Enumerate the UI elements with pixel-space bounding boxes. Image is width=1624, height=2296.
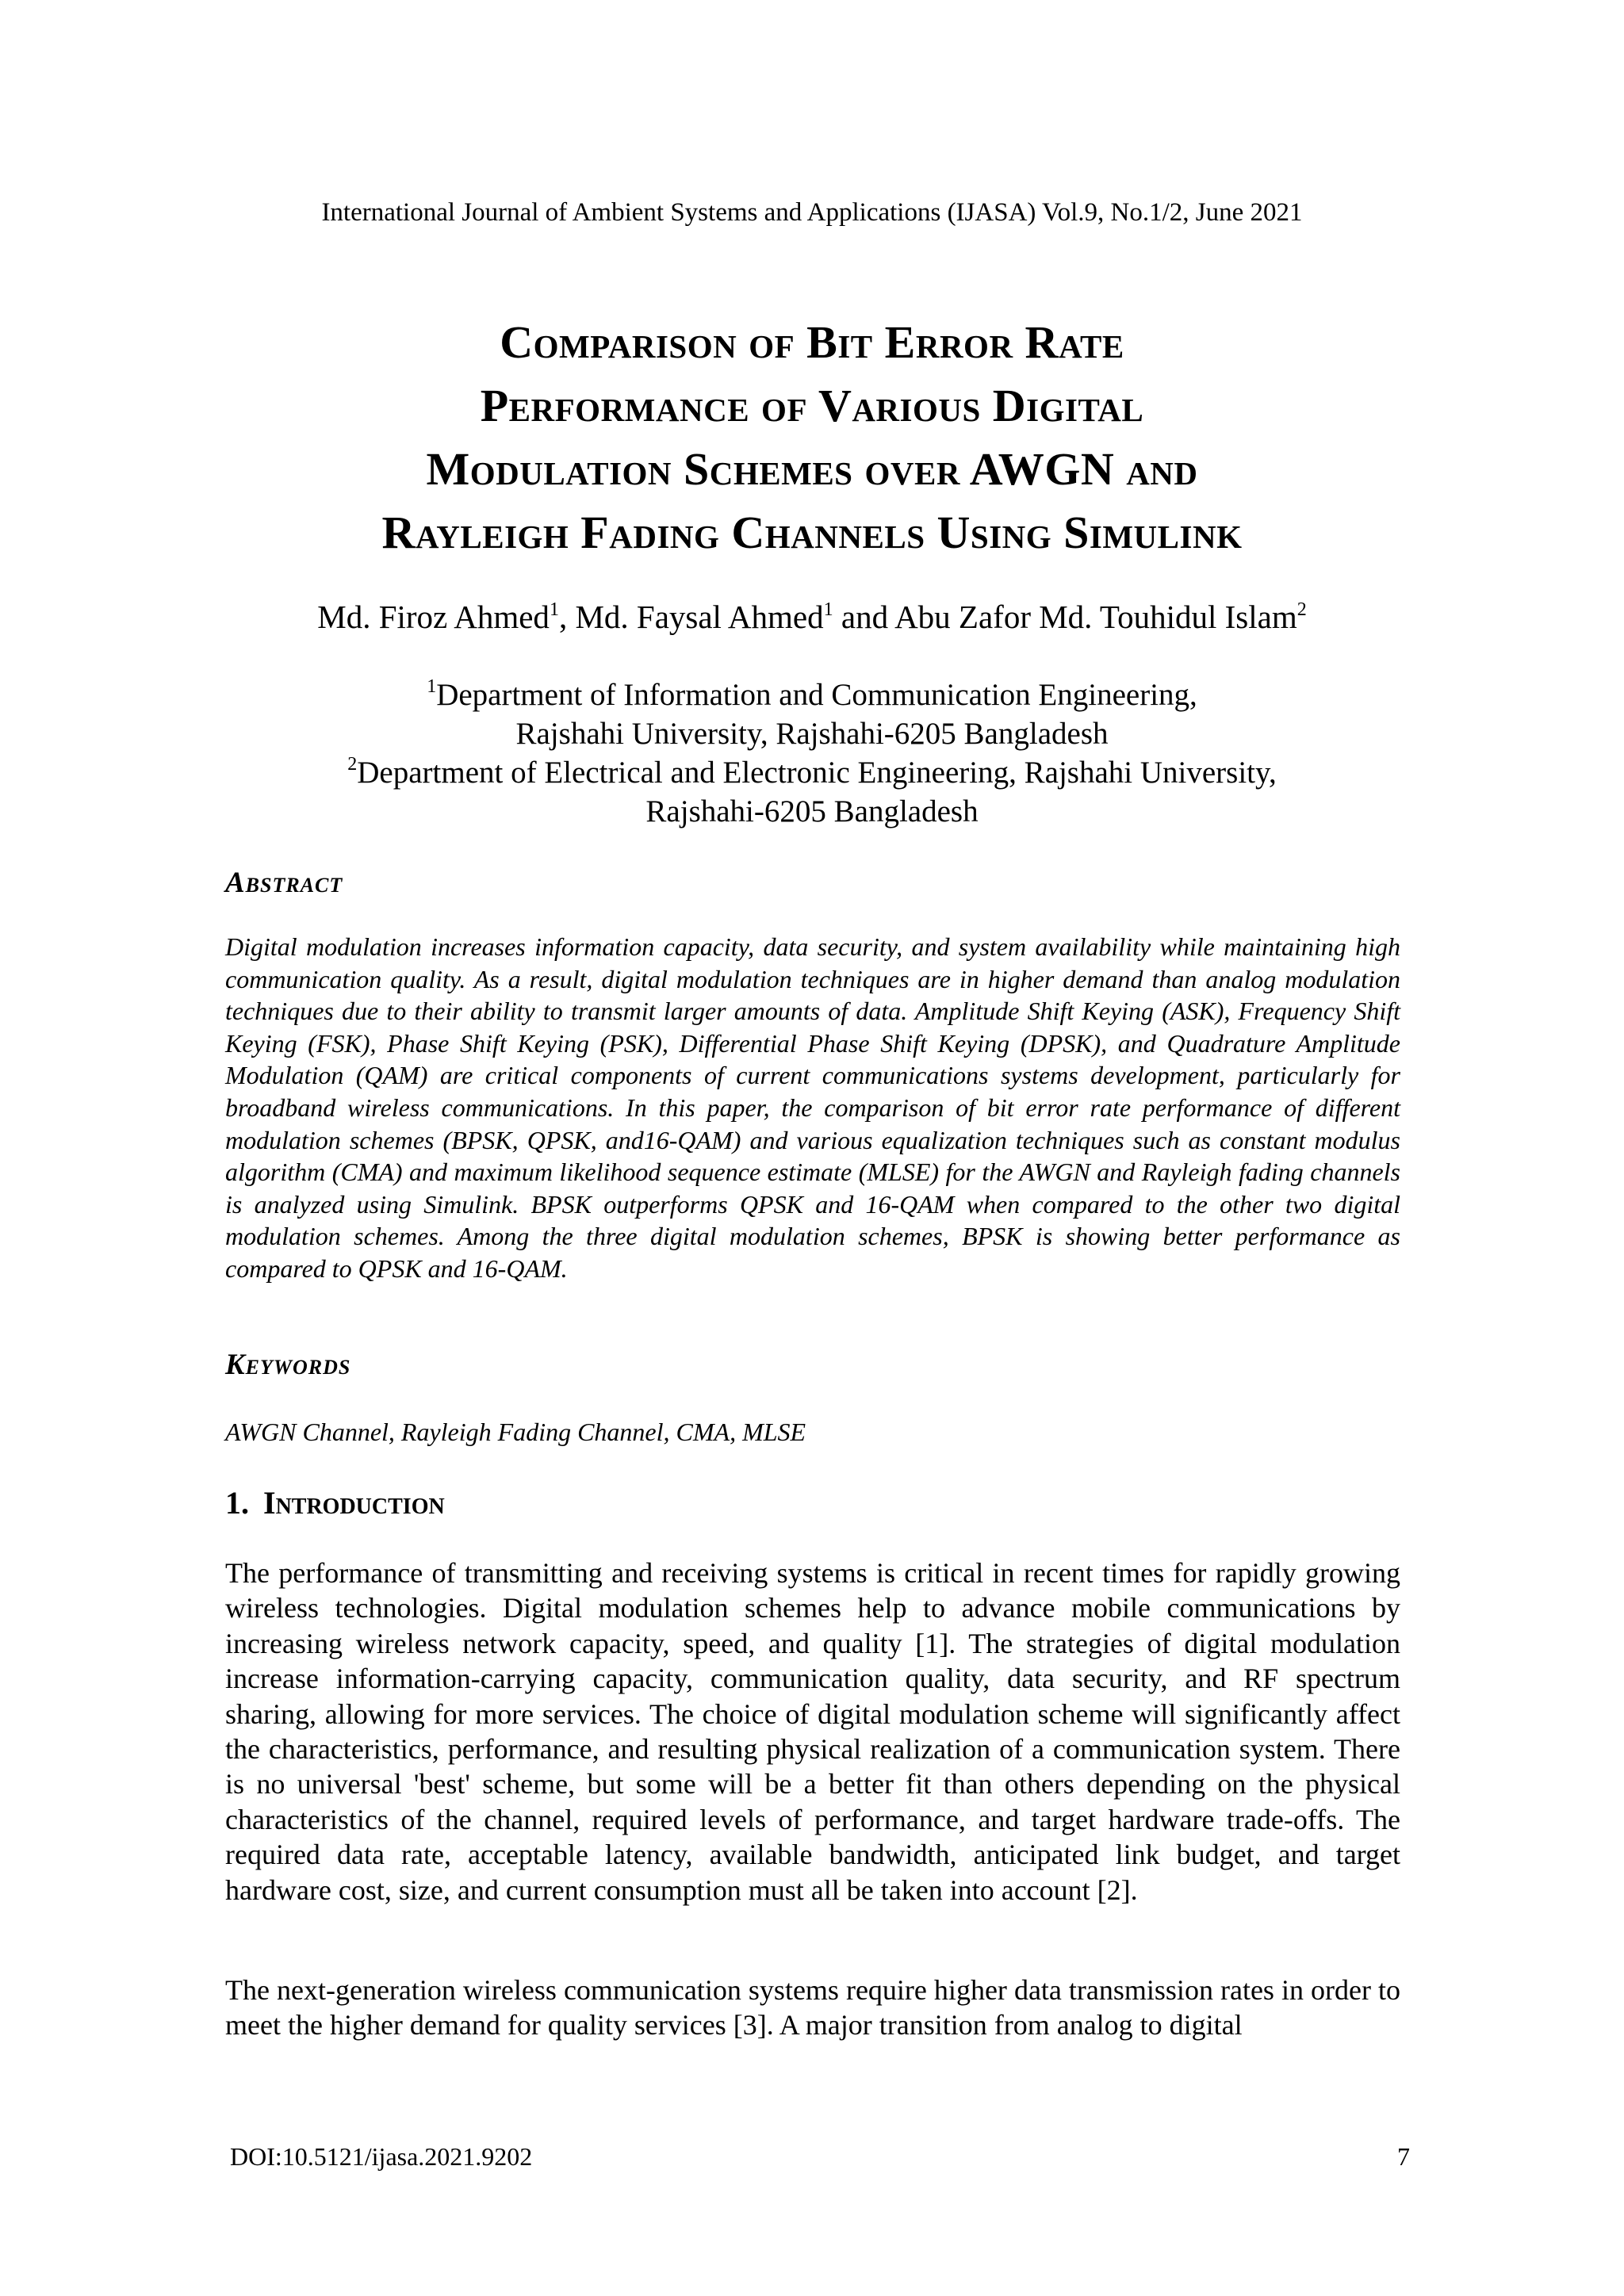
author-1-affil-mark: 1: [549, 599, 559, 620]
abstract-text: Digital modulation increases information capacity, data security, and system availability while maintaining high communication quality. As a result, digital modulation techniques are in higher demand than analog modulation techniques due to their ability to transmit larger amounts of data. Amplitude Shift Keying (ASK), Frequency Shift Keying (FSK), Phase Shift Keying (PSK), Differential Phase Shift Keying (DPSK), and Quadrature Amplitude Modulation (QAM) are critical components of current communications systems development, particularly for broadband wireless communications. In this paper, the comparison of bit error rate performance of different modulation schemes (BPSK, QPSK, and16-QAM) and various equalization techniques such as constant modulus algorithm (CMA) and maximum likelihood sequence estimate (MLSE) for the AWGN and Rayleigh fading channels is analyzed using Simulink. BPSK outperforms QPSK and 16-QAM when compared to the other two digital modulation schemes. Among the three digital modulation schemes, BPSK is showing better performance as compared to QPSK and 16-QAM.: [225, 932, 1400, 1283]
author-3-affil-mark: 2: [1297, 599, 1307, 620]
author-1-name: Md. Firoz Ahmed: [317, 599, 550, 635]
affiliation-1-mark: 1: [427, 676, 437, 697]
author-3-name: Abu Zafor Md. Touhidul Islam: [894, 599, 1297, 635]
paper-title: [159, 311, 1465, 564]
introduction-heading: [225, 1484, 445, 1521]
title-line-3: Modulation Schemes over AWGN and: [426, 443, 1198, 495]
section-number: 1.: [225, 1485, 249, 1521]
affiliation-2-text: Department of Electrical and Electronic Engineering, Rajshahi University,: [357, 756, 1277, 790]
affiliation-1-line-1: [0, 675, 1624, 714]
affiliation-1-text: Department of Information and Communication Engineering,: [436, 678, 1197, 712]
affiliation-1-line-2: Rajshahi University, Rajshahi-6205 Bangladesh: [515, 717, 1109, 751]
affiliation-2-line-1: [0, 753, 1624, 792]
section-title: Introduction: [263, 1485, 445, 1521]
author-separator-comma: ,: [558, 599, 576, 635]
author-2-affil-mark: 1: [823, 599, 833, 620]
author-list: [0, 596, 1624, 637]
affiliations: [0, 675, 1624, 831]
running-header: International Journal of Ambient Systems and Applications (IJASA) Vol.9, No.1/2, June 2021: [321, 198, 1303, 227]
footer-doi: DOI:10.5121/ijasa.2021.9202: [230, 2142, 533, 2171]
affiliation-2-mark: 2: [347, 754, 358, 775]
title-line-4: Rayleigh Fading Channels Using Simulink: [381, 507, 1243, 558]
author-separator-and: and: [833, 599, 895, 635]
title-line-2: Performance of Various Digital: [480, 380, 1144, 431]
introduction-paragraph-1: The performance of transmitting and receiving systems is critical in recent times for rapidly growing wireless technologies. Digital modulation schemes help to advance mobile communications by increasing wireless network capacity, speed, and quality [1]. The strategies of digital modulation increase information-carrying capacity, communication quality, data security, and RF spectrum sharing, allowing for more services. The choice of digital modulation scheme will significantly affect the characteristics, performance, and resulting physical realization of a communication system. There is no universal 'best' scheme, but some will be a better fit than others depending on the physical characteristics of the channel, required levels of performance, and target hardware trade-offs. The required data rate, acceptable latency, available bandwidth, anticipated link budget, and target hardware cost, size, and current consumption must all be taken into account [2].: [225, 1557, 1400, 1906]
abstract-heading: Abstract: [225, 867, 343, 899]
title-line-1: Comparison of Bit Error Rate: [500, 316, 1124, 368]
author-2-name: Md. Faysal Ahmed: [575, 599, 824, 635]
affiliation-2-line-2: Rajshahi-6205 Bangladesh: [645, 794, 979, 828]
keywords-heading: Keywords: [225, 1349, 351, 1381]
introduction-paragraph-2: The next-generation wireless communication systems require higher data transmission rates in order to meet the higher demand for quality services [3]. A major transition from analog to digital: [225, 1974, 1400, 2042]
page-number: 7: [1397, 2142, 1410, 2171]
keywords-text: AWGN Channel, Rayleigh Fading Channel, CMA, MLSE: [225, 1418, 806, 1446]
